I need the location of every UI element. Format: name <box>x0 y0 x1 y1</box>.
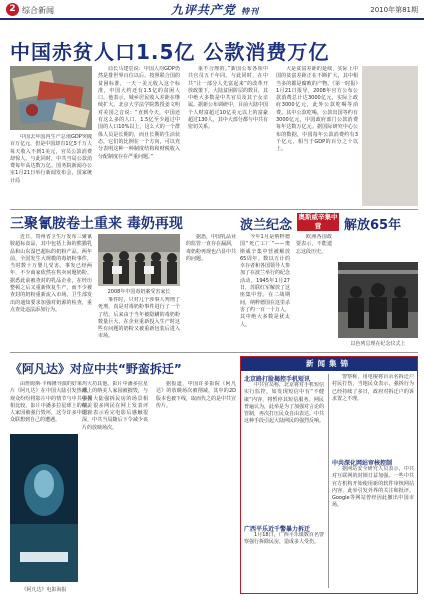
section-label: 综合新闻 <box>22 6 54 15</box>
article4-col2: 功其他。影片中潘多拉星球上的纳美人家园被摧毁，与中国大陆强拆民房的场景相似。很多网民在网上发表评论，表示看完电影后感触很深，中共当局随后下令减少该片的放映场次。 <box>82 381 148 431</box>
melamine-photo-caption: 2008年中国毒奶案受害家长 <box>107 289 171 295</box>
auschwitz-badge: 奥斯威辛集中营 <box>298 213 338 230</box>
poverty-photo <box>362 66 418 206</box>
news-item3-body: 警察称，用电棍将百余名拆迁户村民打伤，当地民众表示，强拆行为已经持续了多日，政府对拆迁户的诉求置之不理。 <box>332 374 414 402</box>
news-item4-title: 中共深化网站审核控制 <box>332 460 393 467</box>
news-roundup-heading: 新闻集锦 <box>241 357 417 371</box>
headline-avatar: 《阿凡达》对应中共“野蛮拆迁” <box>10 362 182 376</box>
avatar-poster <box>10 434 78 582</box>
melamine-photo <box>98 234 180 286</box>
article1-col1: 中国去年国内生产总值GDP突破百万亿元，但是中国却有1亿5千万人每天收入不到1美元，官员公款消费却惊人。与此同时，中共当局公款消费每年高达数万亿。国务院新闻办公室1月21日举行新闻发布会，国家统计局 <box>10 134 92 184</box>
article4-col1: 由詹姆斯·卡梅隆导演的好莱坞大片《阿凡达》在中国大陆引发热潮，观众纷纷将影片中的情节与中共强拆相比较。影片中潘多拉星球上的纳美人家园被强行毁坏，这令许多中国观众联想到自己的遭遇。 <box>10 381 92 424</box>
page-number-badge: 2 <box>6 3 19 16</box>
poverty-photo-image <box>362 66 418 206</box>
headline-auschwitz-a: 波兰纪念 <box>240 218 293 233</box>
news-item2-title: 广西平乐近千警暴力拆迁 <box>244 526 311 533</box>
article1-col3: 重不合理的。”新国公布各项中共官员五千年同。与此同时，在中共“让一部分人先富起来”的改革开放政策下，大陆贫困阶层的数目，其中绝大多数是中共官员及其子女亲属。据新公布调研中，目前大陆中国个人财富超过10亿美元以上的富豪超过130人，其中大部分都与中共有密切关系。 <box>188 66 268 131</box>
issue-label: 2010年第81期 <box>370 6 418 14</box>
melamine-photo-image <box>98 234 180 286</box>
page-header <box>0 0 424 20</box>
news-item1-title: 北京路打脸揭控手机短讯 <box>244 376 311 383</box>
article2-col2: 事件时，只对几个涉事人判刑了死刑，真是对毒奶粉事件进行了一个了结。后来由于当年被隐瞒的毒奶粉数量巨大，在企业重新投入生产时这些有问题的奶粉又被重新包装后进入市场。 <box>98 297 180 340</box>
article3-col2: 欧洲各国政要表示，不能遗忘这段历史。 <box>296 234 332 255</box>
money-photo <box>10 66 92 130</box>
masthead-suffix: 特刊 <box>241 6 260 16</box>
article1-col4: 大是贫富差距的延续，实际上中国的贫富差距正在不断扩大，其中相当多的都是腐败的产物。《第一时报》1月21日报导，2008年官方公布公款消费总计达3000亿元，实际上政府3000亿元，此外公款吃喝等消费。其中公款吃喝，公款出国等约有3000亿元，中国政府部门公款消费每年达数万亿元。据国际研究中心公布的数据，中国每年公款消费约有3千亿元，相当于GDP的百分之十以上。 <box>276 66 358 153</box>
masthead-title: 九评共产党 <box>170 3 236 17</box>
divider <box>10 209 418 210</box>
auschwitz-photo <box>338 262 418 338</box>
article2-col3: 据悉，中国乳品业的监管一直存在漏洞，毒奶粉再现也凸显中共的问题。 <box>186 234 236 262</box>
article4-col3: 据报道，中国许多影院《阿凡达》的放映场次被削减，其中的2D版本也被下线，取而代之的是中共宣传片。 <box>156 381 236 409</box>
headline-poverty: 中国赤贫人口1.5亿 公款消费万亿 <box>10 40 330 64</box>
avatar-poster-image <box>10 434 78 582</box>
auschwitz-photo-image <box>338 262 418 338</box>
auschwitz-photo-caption: 以色列总理在纪念仪式上 <box>350 341 406 347</box>
headline-auschwitz-c: 解放65年 <box>344 218 402 233</box>
article3-col1: 今年1月是纳粹德国“死亡工厂”——奥斯威辛集中营被解放65周年。数以万计的幸存者和各国领导人参加了在波兰举行的纪念活动。1945年1月27日，苏联红军解放了这座集中营。在二战期间，纳粹德国在这里杀害了约一百一十万人，其中绝大多数是犹太人。 <box>240 234 290 328</box>
divider <box>10 352 418 353</box>
box-column-divider <box>328 374 329 588</box>
news-item2-body: 1月18日，广西平乐镇数百名警察强行拆除民房，造成多人受伤。 <box>244 532 324 546</box>
news-item1-body: 中共官员称，北京将对手机短信实行监控，如发现短信中有“不健康”内容，将暂停其短信服务。网民普遍认为，此举是为了加强对言论的管制，再次打压民众自由表达。中共这种手段引起大陆网民的强烈反响。 <box>244 382 324 425</box>
news-item4-body: 据网站安全研究人员表示，中共对互联网的封锁日益加强。一些中共官方机构开始使用新的软件审核网站内容，此举引发外界的关注和批评。Google等网站曾经因此撤出中国市场。 <box>332 466 414 509</box>
article2-col1: 近日，贵州省卫生厅发布三聚氰胺超标食品，其中包括上海的熊猫乳品和山东湿巴超标的奶粉产品。两年前，全国发生大规模的毒奶粉事件，当时数十万婴儿受害。事发已经两年，不少商家依然在售卖问题奶粉。据悉此前被查封的乳品企业，在经历整顿之后又重新恢复生产，而不少被查封的奶粉重新流入市场。卫生部发出的通知要求加强对奶源的检查，重点查处违法添加行为。 <box>10 234 92 313</box>
avatar-poster-caption: 《阿凡达》电影海报 <box>21 587 67 593</box>
headline-melamine: 三聚氰胺卷土重来 毒奶再现 <box>10 216 183 232</box>
masthead <box>140 1 290 18</box>
article1-col2: 局长马建堂说：中国人均GDP仍然是排世界百位以后，按照联合国的贫困标准，一天一美元收入这个标准，中国大约还有1.5亿的贫困人口，他表示，城乡居民收入差距在继续扩大。北京大学法学院教授姜文明对美国之音说：“直到今天，中国还有这么多的人口，1.5亿至少超过中国的人口10%以上，这么大的一个群体人员是长期的，而且长期的生活状态，它们的比例在一个方向，可以充分表明这种一种制度结构和财税收入分配制度存在严重问题。” <box>98 66 180 160</box>
money-photo-image <box>10 66 92 130</box>
